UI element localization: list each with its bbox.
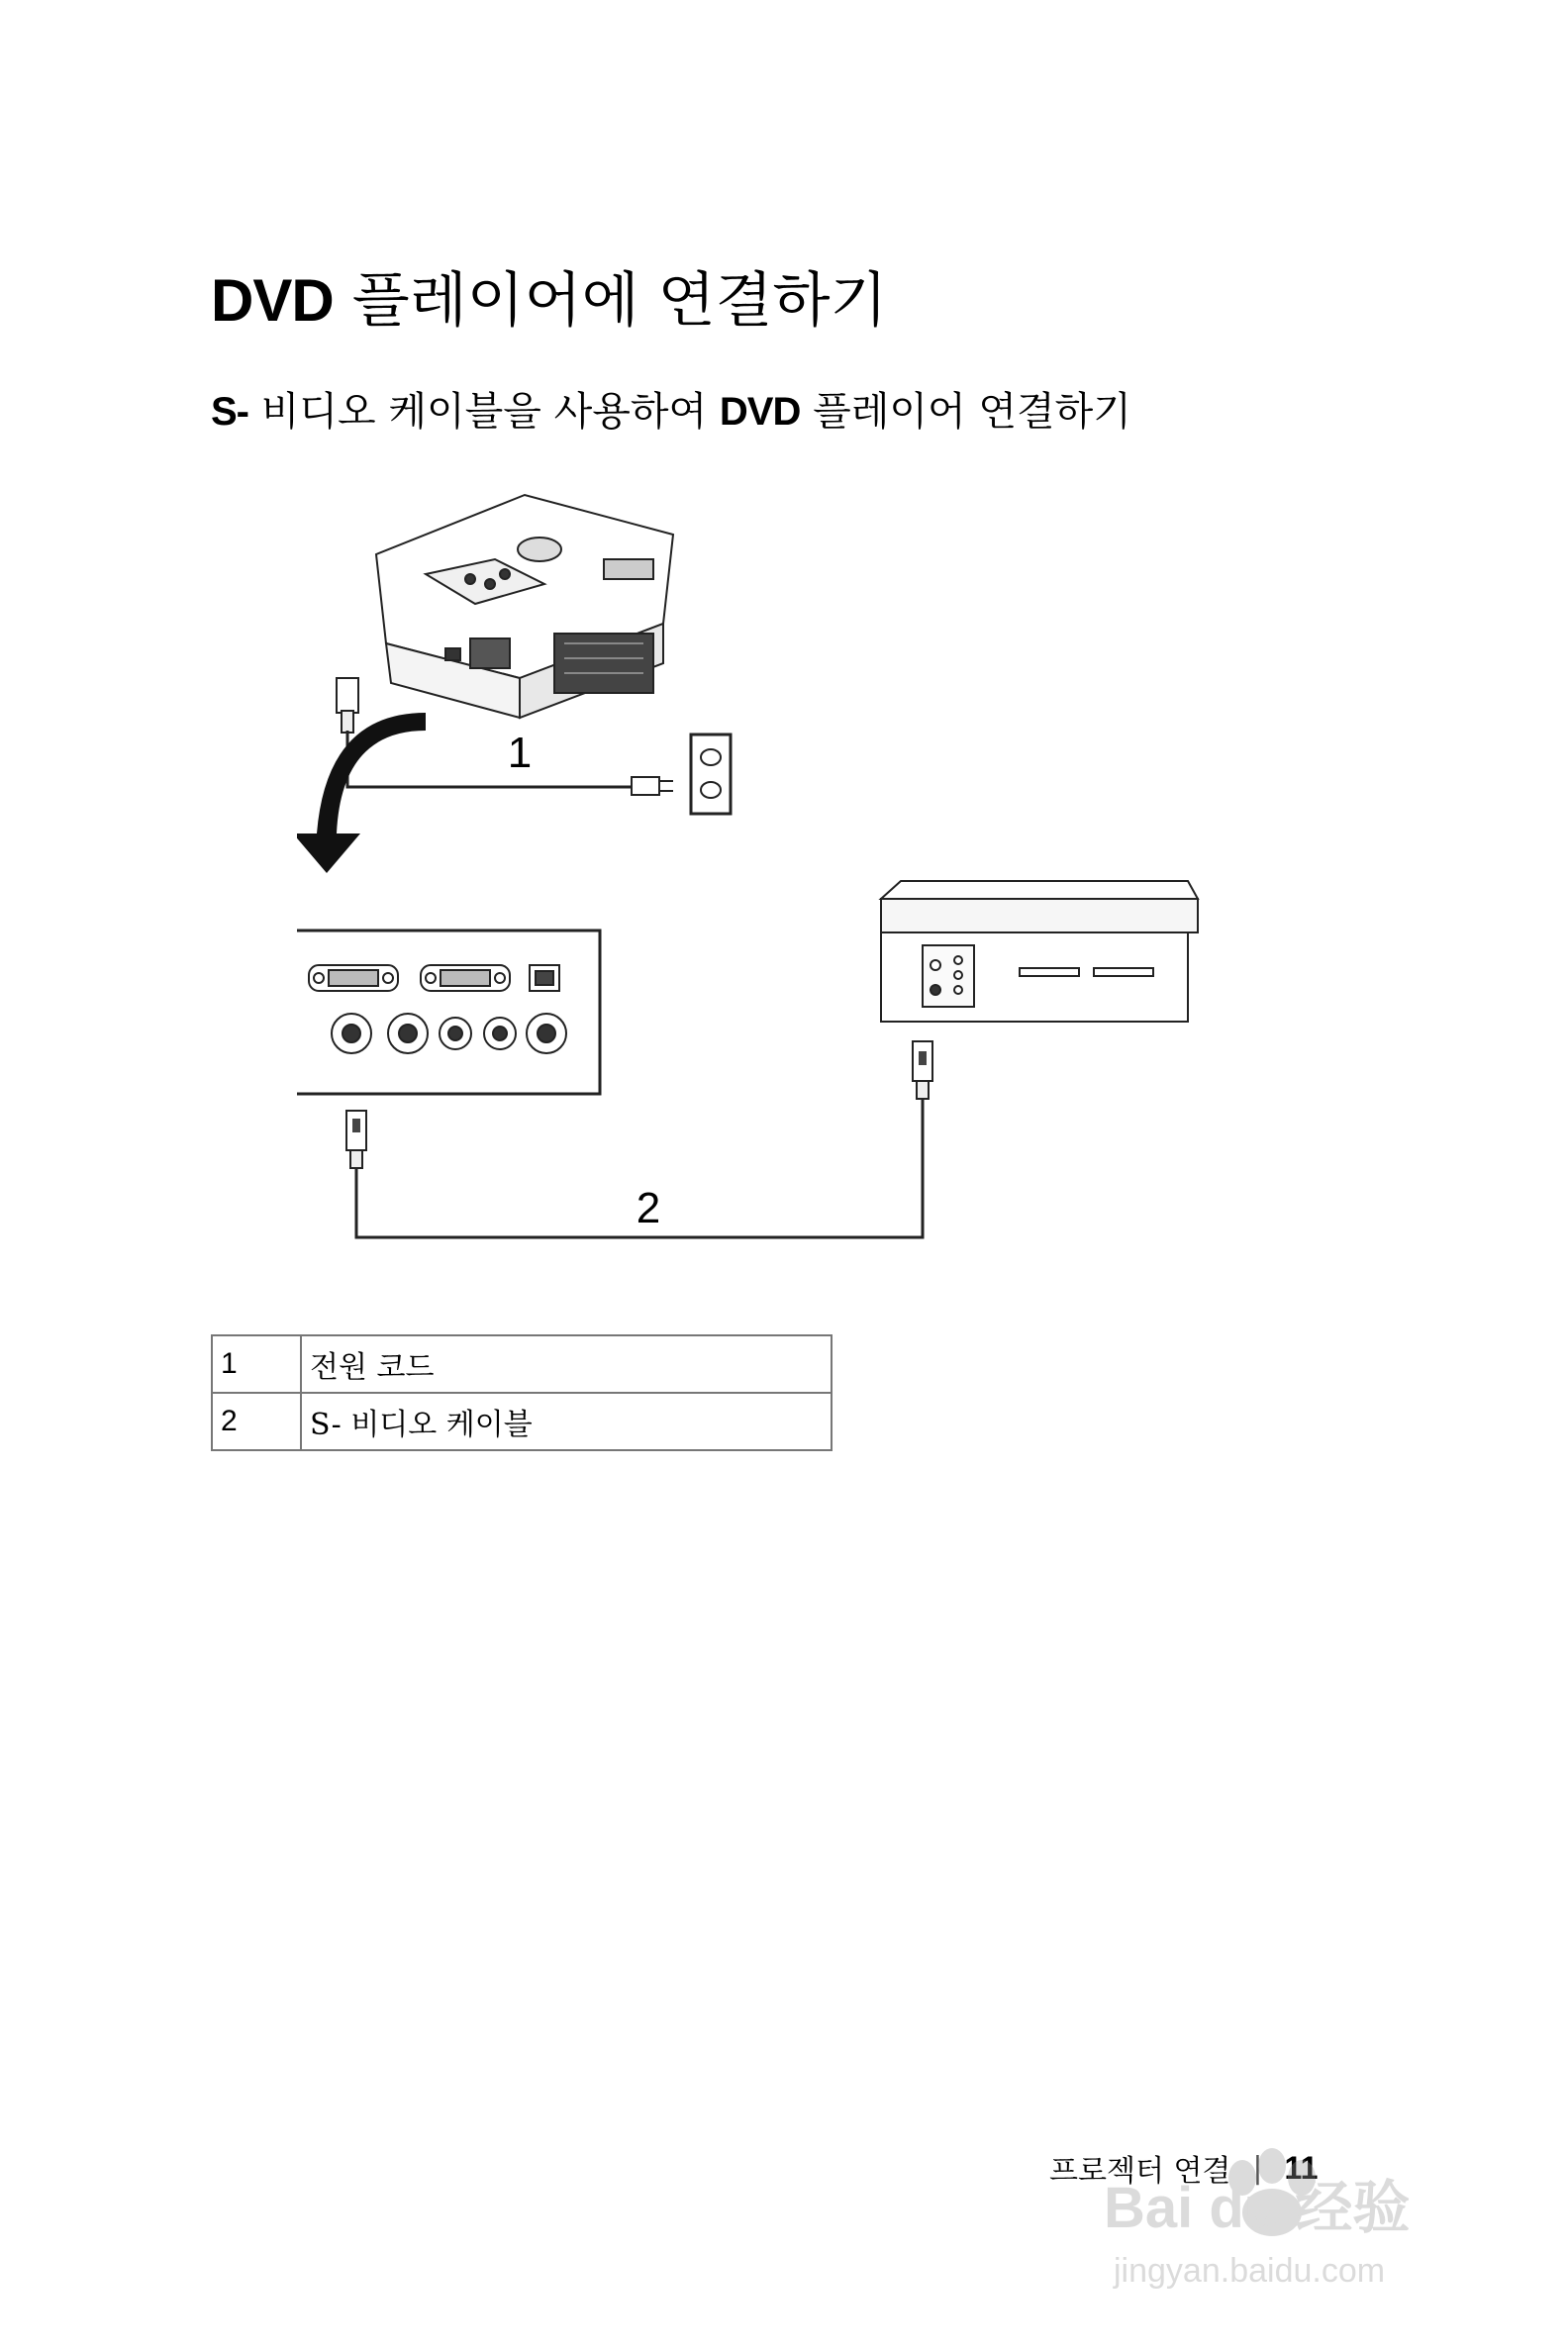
curved-arrow-icon bbox=[297, 713, 426, 873]
footer-separator: | bbox=[1252, 2150, 1263, 2186]
title-rest: 플레이어에 연결하기 bbox=[333, 266, 888, 336]
page-number: 11 bbox=[1284, 2149, 1319, 2186]
projector-connector-panel bbox=[297, 931, 600, 1094]
watermark-url: jingyan.baidu.com bbox=[1114, 2252, 1386, 2290]
connection-diagram bbox=[297, 475, 1247, 1267]
legend-number: 2 bbox=[212, 1393, 301, 1450]
section-title-part3: DVD bbox=[719, 390, 801, 434]
section-title-part2: 비디오 케이블을 사용하여 bbox=[248, 389, 720, 435]
wall-outlet bbox=[691, 735, 731, 814]
callout-1: 1 bbox=[507, 729, 533, 777]
legend-label: 전원 코드 bbox=[301, 1335, 832, 1393]
page-title bbox=[211, 265, 887, 337]
section-title bbox=[211, 388, 1131, 436]
legend-label: S- 비디오 케이블 bbox=[301, 1393, 832, 1450]
title-strong: DVD bbox=[211, 267, 334, 334]
section-title-part1: S- bbox=[211, 390, 248, 434]
table-row bbox=[212, 1335, 832, 1393]
table-row bbox=[212, 1393, 832, 1450]
section-title-part4: 플레이어 연결하기 bbox=[800, 389, 1131, 435]
page-footer bbox=[1049, 2146, 1318, 2190]
footer-section-name: 프로젝터 연결 bbox=[1049, 2154, 1231, 2189]
projector-illustration bbox=[376, 495, 673, 718]
dvd-player-illustration bbox=[881, 881, 1198, 1022]
callout-2: 2 bbox=[636, 1184, 661, 1232]
legend-table bbox=[211, 1334, 833, 1451]
legend-number: 1 bbox=[212, 1335, 301, 1393]
watermark-brand: Bai du 经验 bbox=[1104, 2176, 1411, 2240]
